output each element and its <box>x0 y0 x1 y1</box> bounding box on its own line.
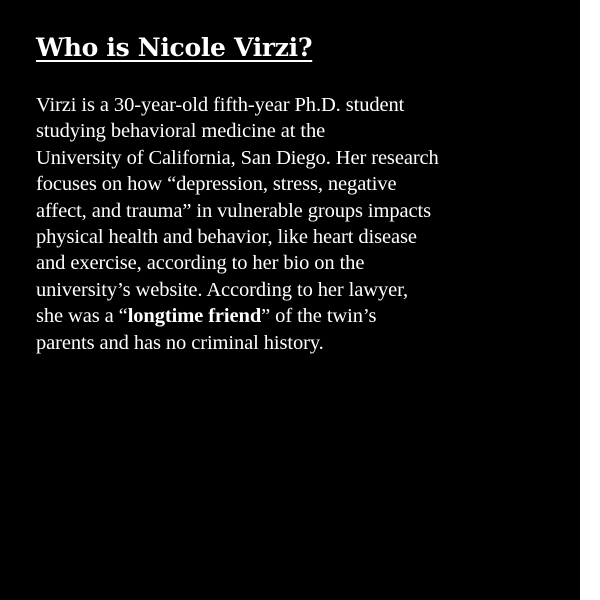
body-line-7: and exercise, according to her bio on the <box>36 252 365 275</box>
bold-phrase: longtime friend <box>127 305 262 328</box>
body-line-9-before: she was a “ <box>36 305 128 328</box>
card-body <box>36 92 566 356</box>
body-line-6: physical health and behavior, like heart disease <box>36 226 417 249</box>
body-line-9 <box>36 303 566 329</box>
body-line-1: Virzi is a 30-year-old fifth-year Ph.D. student <box>36 94 405 116</box>
body-line-5: affect, and trauma” in vulnerable groups impacts <box>36 199 431 222</box>
body-line-10: parents and has no criminal history. <box>36 331 324 354</box>
card-title: Who is Nicole Virzi? <box>36 33 313 62</box>
body-line-4: focuses on how “depression, stress, negative <box>36 173 397 196</box>
page-edge <box>580 0 600 600</box>
body-line-8: university’s website. According to her lawyer, <box>36 278 409 301</box>
body-line-9-after: ” of the twin’s <box>261 305 377 328</box>
body-line-2: studying behavioral medicine at the <box>36 120 326 143</box>
body-line-3: University of California, San Diego. Her research <box>36 146 439 169</box>
